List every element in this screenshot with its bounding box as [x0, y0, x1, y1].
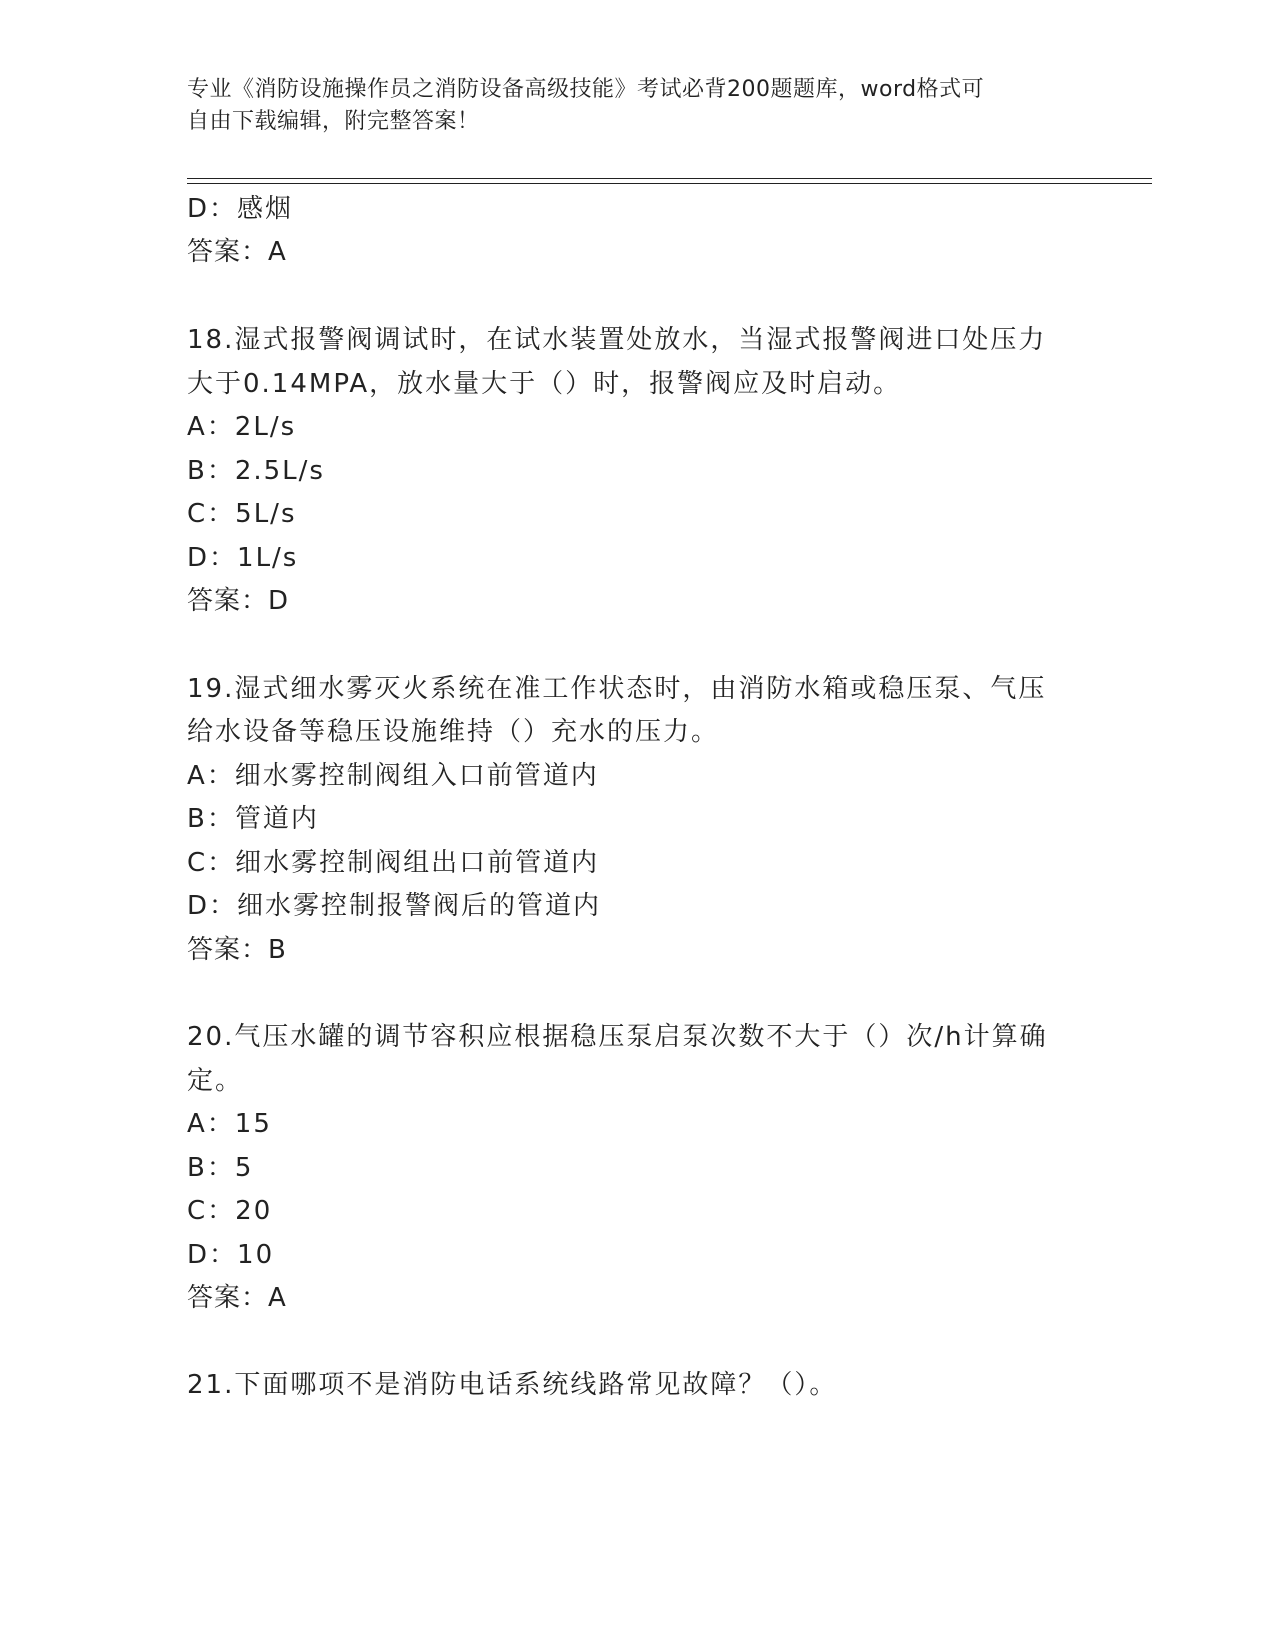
q18-option-b: B：2.5L/s: [187, 456, 325, 486]
q19-option-d: D：细水雾控制报警阀后的管道内: [187, 891, 602, 921]
q20-option-c: C：20: [187, 1196, 273, 1226]
q19-stem-line-1: 19.湿式细水雾灭火系统在准工作状态时，由消防水箱或稳压泵、气压: [187, 674, 1047, 704]
q20-option-b: B：5: [187, 1153, 254, 1183]
q21-stem-line-1: 21.下面哪项不是消防电话系统线路常见故障？（）。: [187, 1370, 838, 1400]
q18-answer: 答案：D: [187, 586, 290, 616]
header-divider-bottom: [187, 183, 1152, 184]
q20-answer: 答案：A: [187, 1283, 287, 1313]
q19-option-a: A：细水雾控制阀组入口前管道内: [187, 761, 599, 791]
q20-option-d: D：10: [187, 1240, 275, 1270]
q20-stem-line-2: 定。: [187, 1066, 244, 1096]
q17-option-d: D：感烟: [187, 194, 294, 224]
q19-option-c: C：细水雾控制阀组出口前管道内: [187, 848, 600, 878]
header-title-line-2: 自由下载编辑，附完整答案！: [187, 109, 480, 134]
q17-answer: 答案：A: [187, 237, 287, 267]
q18-option-d: D：1L/s: [187, 543, 299, 573]
q20-stem-line-1: 20.气压水罐的调节容积应根据稳压泵启泵次数不大于（）次/h计算确: [187, 1022, 1048, 1052]
q20-option-a: A：15: [187, 1109, 272, 1139]
q19-answer: 答案：B: [187, 935, 287, 965]
q18-option-c: C：5L/s: [187, 499, 297, 529]
header-divider-top: [187, 178, 1152, 179]
q19-option-b: B：管道内: [187, 804, 319, 834]
header-title-line-1: 专业《消防设施操作员之消防设备高级技能》考试必背200题题库，word格式可: [187, 77, 985, 102]
document-header: [187, 74, 1087, 138]
q18-option-a: A：2L/s: [187, 412, 297, 442]
q18-stem-line-1: 18.湿式报警阀调试时，在试水装置处放水，当湿式报警阀进口处压力: [187, 325, 1047, 355]
q19-stem-line-2: 给水设备等稳压设施维持（）充水的压力。: [187, 717, 720, 747]
q18-stem-line-2: 大于0.14MPA，放水量大于（）时，报警阀应及时启动。: [187, 369, 902, 399]
